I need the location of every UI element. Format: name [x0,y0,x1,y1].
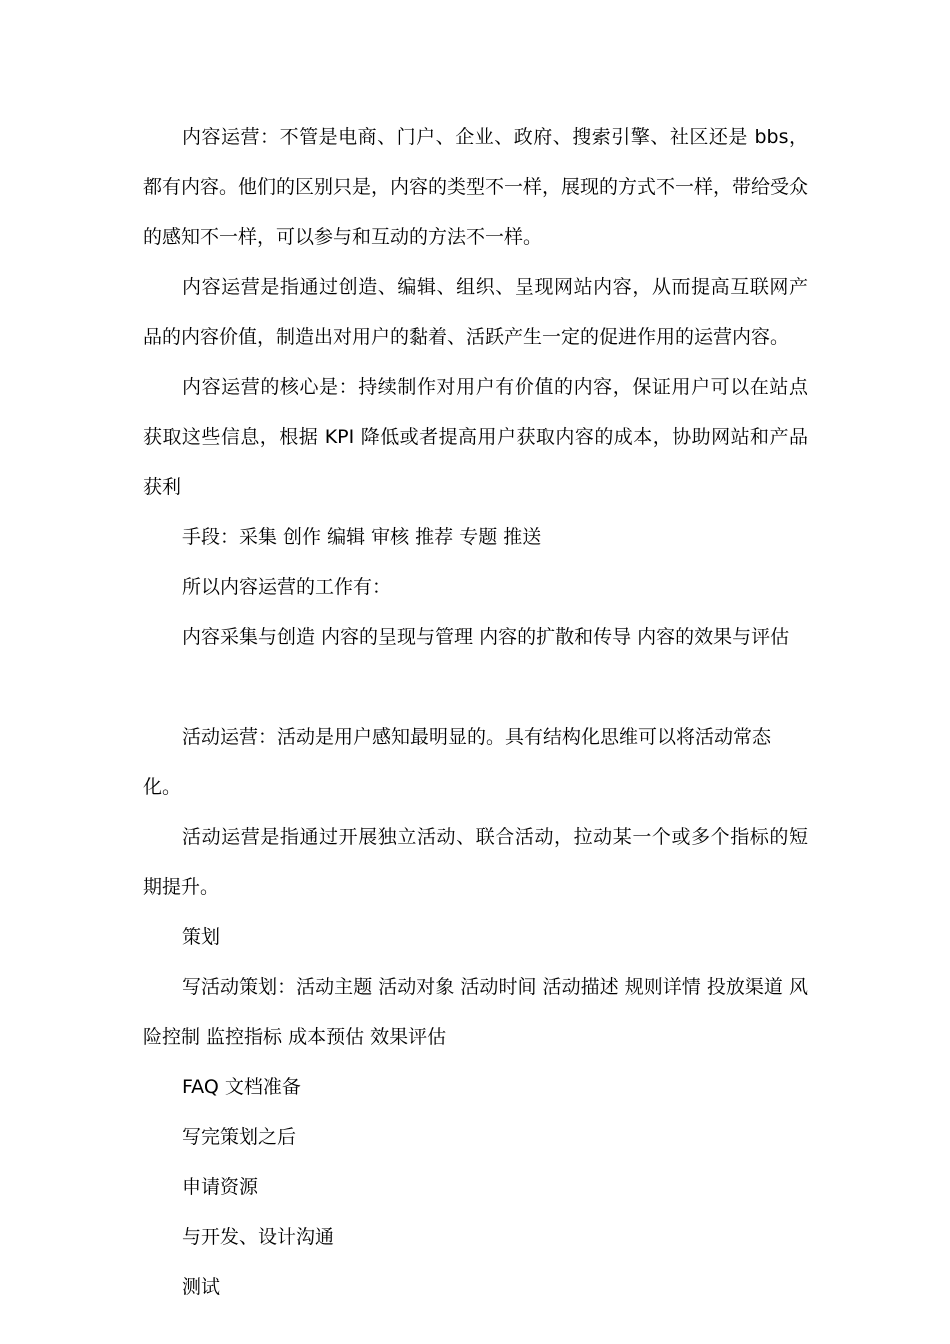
paragraph-write-activity-plan: 写活动策划：活动主题 活动对象 活动时间 活动描述 规则详情 投放渠道 风险控制 监控指标 成本预估 效果评估 [143,976,808,1048]
paragraph-testing: 测试 [182,1276,221,1298]
paragraph-content-ops-methods: 手段：采集 创作 编辑 审核 推荐 专题 推送 [182,526,542,548]
paragraph-communicate-dev-design: 与开发、设计沟通 [182,1226,335,1248]
paragraph-activity-ops-definition: 活动运营是指通过开展独立活动、联合活动，拉动某一个或多个指标的短期提升。 [143,826,808,898]
paragraph-faq-document: FAQ 文档准备 [182,1076,301,1098]
paragraph-content-ops-work-items: 内容采集与创造 内容的呈现与管理 内容的扩散和传导 内容的效果与评估 [182,626,790,648]
paragraph-after-planning: 写完策划之后 [182,1126,297,1148]
paragraph-content-ops-intro: 内容运营：不管是电商、门户、企业、政府、搜索引擎、社区还是 bbs，都有内容。他们的区别只是，内容的类型不一样，展现的方式不一样，带给受众的感知不一样，可以参与和互动的方法不一样。 [143,126,809,248]
paragraph-spacer [143,662,808,712]
document-body [143,112,808,1312]
paragraph-activity-ops-intro: 活动运营：活动是用户感知最明显的。具有结构化思维可以将活动常态化。 [143,726,772,798]
paragraph-content-ops-core: 内容运营的核心是：持续制作对用户有价值的内容，保证用户可以在站点获取这些信息，根据 KPI 降低或者提高用户获取内容的成本，协助网站和产品获利 [143,376,808,498]
paragraph-content-ops-work-heading: 所以内容运营的工作有： [182,576,392,598]
paragraph-content-ops-definition: 内容运营是指通过创造、编辑、组织、呈现网站内容，从而提高互联网产品的内容价值，制造出对用户的黏着、活跃产生一定的促进作用的运营内容。 [143,276,808,348]
paragraph-planning: 策划 [182,926,221,948]
paragraph-request-resources: 申请资源 [182,1176,259,1198]
